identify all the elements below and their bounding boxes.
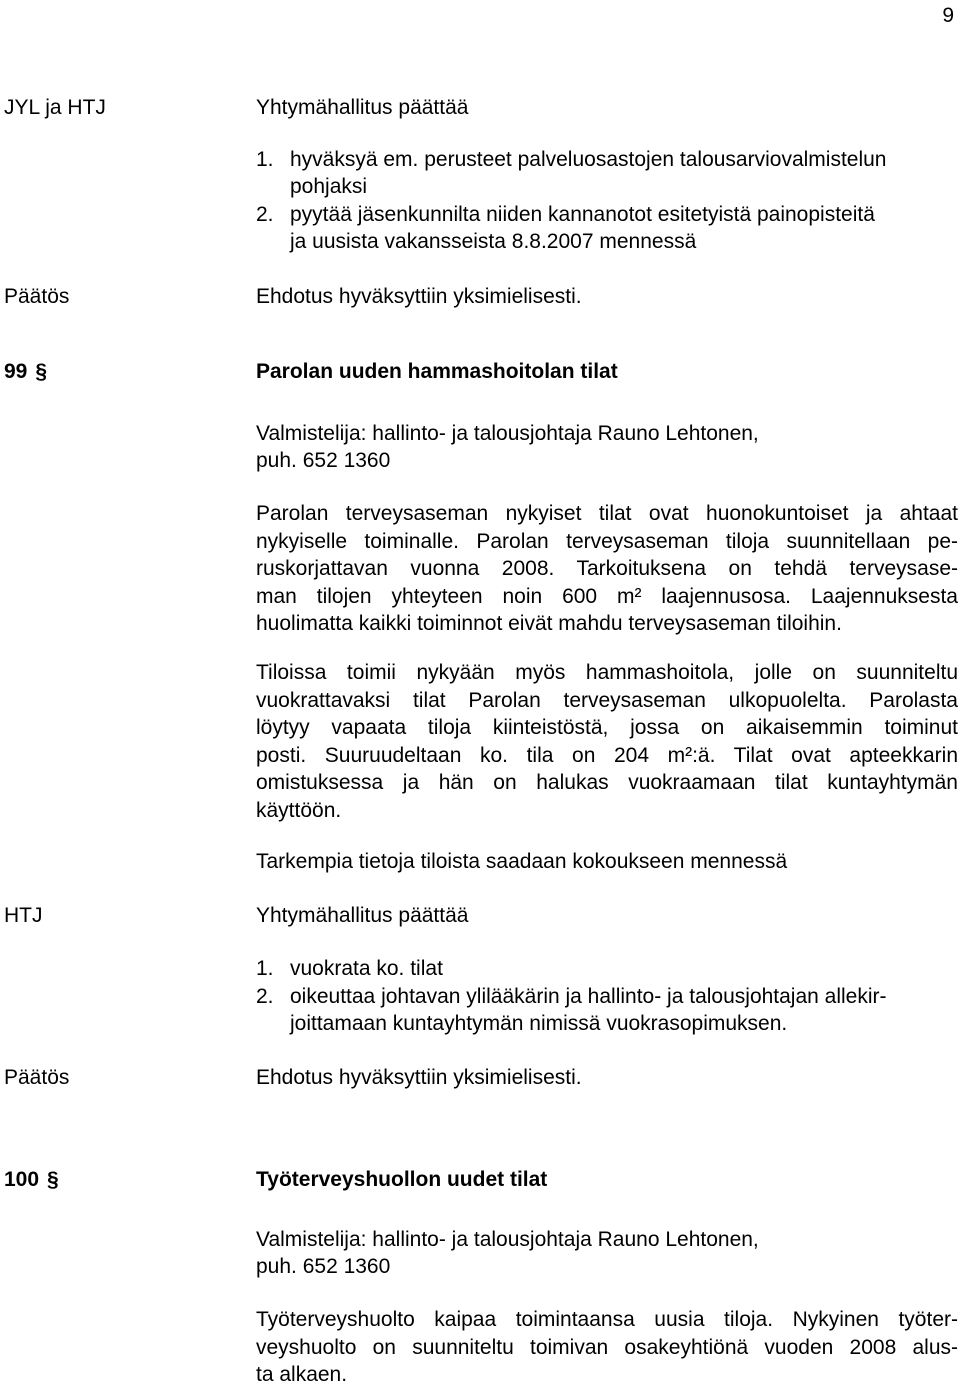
side-label-jyl-htj: JYL ja HTJ [4, 96, 106, 119]
list-text-line: pohjaksi [290, 175, 368, 198]
paragraph [256, 1306, 958, 1389]
list-text-line: hyväksyä em. perusteet palveluosastojen talousarviovalmistelun [290, 148, 887, 171]
paragraph-line: veyshuolto on suunniteltu toimivan osakeyhtiönä vuoden 2008 alus- [256, 1335, 958, 1359]
decision-label: Päätös [4, 285, 70, 308]
preparer-line: Valmistelija: hallinto- ja talousjohtaja Rauno Lehtonen, [256, 1228, 759, 1251]
paragraph-line: nykyiselle toiminalle. Parolan terveysaseman tiloja suunnitellaan pe- [256, 529, 958, 553]
paragraph-line: Tarkempia tietoja tiloista saadaan kokoukseen mennessä [256, 850, 788, 873]
list-number: 2. [256, 203, 274, 226]
paragraph-line: huolimatta kaikki toiminnot eivät mahdu terveysaseman tiloihin. [256, 612, 842, 635]
paragraph-line: käyttöön. [256, 798, 342, 822]
section-sign-icon: § [35, 360, 48, 383]
list-text-line: vuokrata ko. tilat [290, 957, 443, 980]
paragraph-line: ruskorjattavan vuonna 2008. Tarkoituksena on tehdä terveysase- [256, 557, 958, 580]
paragraph [256, 659, 958, 824]
list-number: 1. [256, 957, 274, 980]
paragraph-line: omistuksessa ja hän on halukas vuokraamaan tilat kuntayhtymän [256, 771, 958, 794]
decision-text: Ehdotus hyväksyttiin yksimielisesti. [256, 285, 582, 308]
list-text-line: joittamaan kuntayhtymän nimissä vuokrasopimuksen. [290, 1012, 788, 1035]
section-title: Työterveyshuollon uudet tilat [256, 1168, 548, 1191]
section-sign-icon: § [47, 1168, 59, 1191]
preparer-phone: puh. 652 1360 [256, 449, 391, 472]
list-text-line: oikeuttaa johtavan ylilääkärin ja hallinto- ja talousjohtajan allekir- [290, 985, 887, 1008]
paragraph-line: Parolan terveysaseman nykyiset tilat ovat huonokuntoiset ja ahtaat [256, 502, 958, 525]
decision-heading: Yhtymähallitus päättää [256, 904, 469, 927]
page-number: 9 [942, 4, 954, 27]
preparer-phone: puh. 652 1360 [256, 1255, 391, 1278]
section-heading-99 [4, 358, 47, 385]
paragraph-line: Tiloissa toimii nykyään myös hammashoitola, jolle on suunniteltu [256, 661, 958, 684]
section-heading-100 [4, 1166, 59, 1193]
side-label-htj: HTJ [4, 904, 43, 927]
paragraph-line: posti. Suuruudeltaan ko. tila on 204 m²:ä. Tilat ovat apteekkarin [256, 743, 958, 767]
list-number: 1. [256, 148, 274, 171]
list-number: 2. [256, 985, 274, 1008]
section-title: Parolan uuden hammashoitolan tilat [256, 360, 618, 383]
decision-label: Päätös [4, 1066, 70, 1089]
paragraph-line: Työterveyshuolto kaipaa toimintaansa uusia tiloja. Nykyinen työter- [256, 1308, 958, 1331]
paragraph-line: man tilojen yhteyteen noin 600 m² laajennusosa. Laajennuksesta [256, 584, 958, 608]
decision-text: Ehdotus hyväksyttiin yksimielisesti. [256, 1066, 582, 1089]
preparer-line: Valmistelija: hallinto- ja talousjohtaja Rauno Lehtonen, [256, 422, 759, 445]
decision-heading: Yhtymähallitus päättää [256, 96, 469, 119]
list-text-line: pyytää jäsenkunnilta niiden kannanotot esitetyistä painopisteitä [290, 203, 875, 226]
section-number: 99 [4, 360, 28, 383]
paragraph-line: löytyy vapaata tiloja kiinteistöstä, jossa on aikaisemmin toiminut [256, 716, 958, 739]
list-text-line: ja uusista vakansseista 8.8.2007 mennessä [290, 230, 697, 253]
paragraph-line: ta alkaen. [256, 1363, 348, 1386]
paragraph-line: vuokrattavaksi tilat Parolan terveysaseman ulkopuolelta. Parolasta [256, 688, 958, 712]
paragraph [256, 500, 958, 638]
section-number: 100 [4, 1168, 40, 1191]
